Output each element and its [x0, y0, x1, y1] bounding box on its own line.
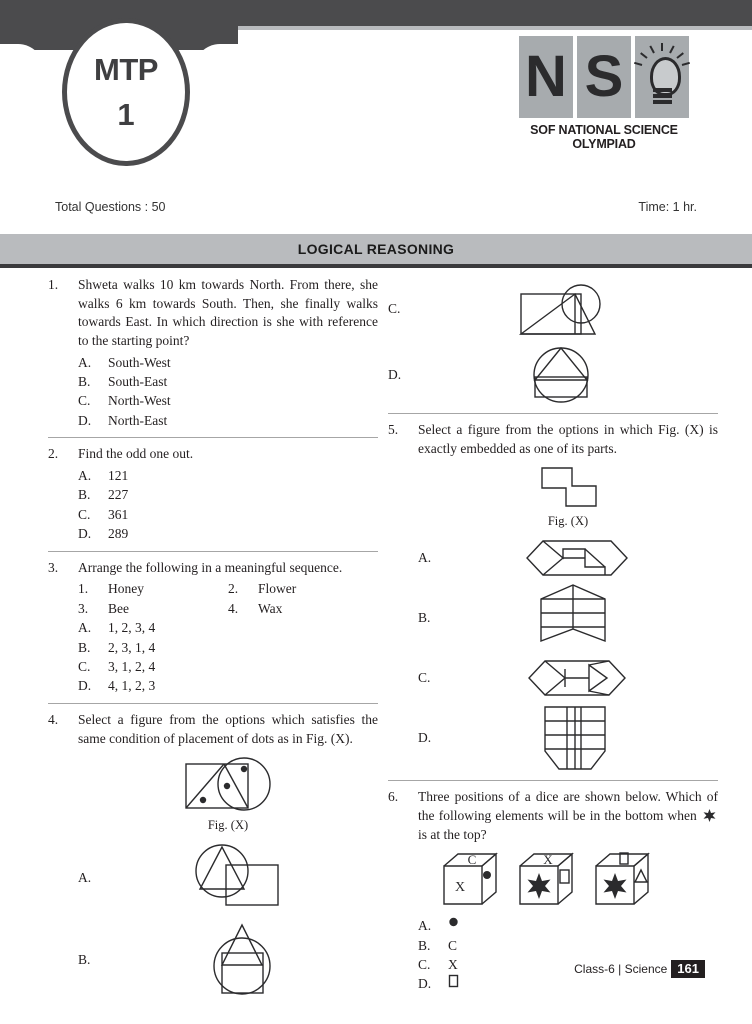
- option-c-label: 3, 1, 2, 4: [108, 659, 156, 674]
- dice-position-2: [514, 850, 578, 910]
- option-c[interactable]: [78, 391, 378, 410]
- question-2-number: 2.: [48, 446, 59, 462]
- svg-text:X: X: [543, 852, 553, 868]
- question-divider: [388, 780, 718, 781]
- question-6-number: 6.: [388, 789, 399, 805]
- nso-logo: [519, 36, 689, 156]
- zigzag-step-polygon: [528, 464, 608, 512]
- option-b-key: B.: [78, 373, 91, 389]
- sequence-item-1-key: 1.: [78, 581, 89, 597]
- question-5-option-d[interactable]: [418, 703, 718, 773]
- option-a-key: A.: [418, 918, 432, 934]
- dice-position-3: [590, 850, 654, 910]
- sequence-row: [78, 599, 378, 618]
- option-a-label: South-West: [108, 354, 171, 370]
- pentagon-grid-figure-b: [523, 583, 643, 653]
- hexagon-zigzag-figure-a: [523, 537, 643, 579]
- sequence-item-2-key: 2.: [228, 581, 239, 597]
- question-3: [48, 559, 378, 696]
- option-a-key: A.: [78, 620, 92, 636]
- dice-position-1: [438, 850, 502, 910]
- question-4-option-a[interactable]: [78, 843, 378, 913]
- option-a[interactable]: [418, 916, 718, 935]
- left-column: [48, 276, 378, 999]
- question-4-option-d[interactable]: [388, 344, 718, 406]
- section-header-bar: [0, 234, 752, 264]
- option-a[interactable]: [78, 618, 378, 637]
- svg-text:X: X: [454, 880, 466, 896]
- question-2-options: [78, 466, 378, 544]
- option-d-key: D.: [78, 526, 92, 542]
- question-3-items: [78, 579, 378, 696]
- sequence-item-4: [228, 599, 378, 618]
- option-d-label: 289: [108, 526, 129, 542]
- option-c-key: C.: [78, 393, 91, 409]
- mtp-badge-number: 1: [117, 97, 135, 132]
- question-4-text: Select a figure from the options which satisfies the same condition of placement of dots as in Fig. (X).: [78, 711, 378, 746]
- question-6-options: [418, 916, 718, 994]
- nso-letter-s: S: [577, 36, 631, 118]
- option-c-key: C.: [418, 670, 431, 686]
- option-d-key: D.: [388, 367, 402, 382]
- footer-label: Class-6 | Science: [574, 962, 668, 976]
- option-b-key: B.: [78, 639, 91, 655]
- sequence-item-1: [78, 579, 228, 598]
- option-c-label: X: [448, 957, 458, 972]
- option-b-label: South-East: [108, 373, 168, 389]
- question-6-dice-group: [418, 850, 718, 910]
- shield-grid-figure-d: [523, 703, 643, 773]
- option-b[interactable]: [78, 638, 378, 657]
- nso-caption-line1: SOF NATIONAL SCIENCE: [530, 123, 678, 137]
- question-3-number: 3.: [48, 559, 59, 575]
- sequence-item-4-label: Wax: [258, 600, 283, 616]
- page-number: 161: [671, 960, 705, 978]
- option-b-key: B.: [78, 952, 91, 968]
- option-c-label: North-West: [108, 393, 171, 409]
- option-d-key: D.: [418, 976, 432, 992]
- square-triangle-circle-figure: [503, 278, 633, 340]
- question-divider: [48, 437, 378, 438]
- option-d[interactable]: [78, 524, 378, 543]
- sequence-row: [78, 579, 378, 598]
- option-b-label: C: [448, 937, 458, 953]
- nso-logo-caption: [519, 123, 689, 151]
- option-b-label: 227: [108, 487, 129, 503]
- question-5-text: Select a figure from the options in which Fig. (X) is exactly embedded as one of its parts.: [418, 422, 718, 456]
- question-1: [48, 276, 378, 430]
- option-b[interactable]: [78, 485, 378, 504]
- mtp-badge-label: MTP: [94, 52, 158, 87]
- option-a-label: [448, 916, 718, 935]
- option-c[interactable]: [78, 505, 378, 524]
- option-b-label: 2, 3, 1, 4: [108, 639, 156, 655]
- page-footer: [0, 960, 752, 980]
- sequence-item-1-label: Honey: [108, 581, 144, 597]
- option-a[interactable]: [78, 353, 378, 372]
- question-6-text-part2: is at the top?: [418, 826, 487, 842]
- option-a-key: A.: [418, 550, 432, 566]
- dot-icon: [448, 916, 459, 927]
- hexagon-arrow-figure-c: [523, 657, 643, 699]
- option-a-key: A.: [78, 870, 92, 886]
- section-title: LOGICAL REASONING: [297, 241, 455, 257]
- option-c-key: C.: [78, 659, 91, 674]
- option-b[interactable]: [418, 936, 718, 955]
- nso-caption-line2: OLYMPIAD: [572, 137, 636, 151]
- question-1-text: Shweta walks 10 km towards North. From there, she walks 6 km towards South. Then, she finally walks towards East. In which direction is she with reference to the starting point?: [78, 277, 378, 348]
- question-5-figure-x: [418, 464, 718, 512]
- question-6-text: [418, 788, 718, 844]
- time-label: Time: 1 hr.: [638, 200, 697, 214]
- page-header: [0, 0, 752, 190]
- question-5-figure-caption: Fig. (X): [547, 514, 589, 529]
- question-5-option-b[interactable]: [418, 583, 718, 653]
- option-b[interactable]: [78, 372, 378, 391]
- question-4-continued: [388, 278, 718, 406]
- option-d-key: D.: [78, 412, 92, 428]
- nso-letter-n: N: [519, 36, 573, 118]
- option-c-label: 361: [108, 506, 129, 522]
- question-5-option-a[interactable]: [418, 537, 718, 579]
- svg-text:C: C: [467, 852, 477, 868]
- question-divider: [388, 413, 718, 414]
- option-c-key: C.: [78, 506, 91, 522]
- question-2: [48, 445, 378, 543]
- sequence-item-3-label: Bee: [108, 600, 129, 616]
- sequence-item-3-key: 3.: [78, 600, 89, 616]
- star-icon: [703, 809, 716, 822]
- option-a-key: A.: [78, 354, 92, 370]
- question-5-number: 5.: [388, 422, 399, 437]
- nso-logo-tiles: [519, 36, 689, 118]
- section-divider: [0, 264, 752, 268]
- question-4-figure-x: [78, 754, 378, 816]
- mtp-badge: [62, 18, 190, 166]
- option-b-key: B.: [418, 937, 431, 953]
- option-d-key: D.: [418, 730, 432, 746]
- question-5-option-c[interactable]: [418, 657, 718, 699]
- total-questions-label: Total Questions : 50: [55, 200, 166, 214]
- question-4-option-c[interactable]: [388, 278, 718, 340]
- question-2-text: Find the odd one out.: [78, 446, 194, 462]
- question-1-options: [78, 353, 378, 431]
- option-d[interactable]: [78, 676, 378, 695]
- option-d-key: D.: [78, 678, 92, 694]
- question-4-figure-caption: Fig. (X): [207, 818, 249, 833]
- option-a-key: A.: [78, 467, 92, 483]
- sequence-item-2-label: Flower: [258, 581, 297, 597]
- lightbulb-icon: [635, 36, 689, 118]
- dots-composite-figure: [168, 754, 288, 816]
- circle-triangle-rectangle-figure: [503, 344, 633, 406]
- option-a-label: 121: [108, 467, 129, 483]
- option-c[interactable]: [78, 657, 378, 676]
- question-4: [48, 711, 378, 999]
- option-c-key: C.: [418, 957, 431, 972]
- option-b-key: B.: [418, 610, 431, 626]
- option-b-key: B.: [78, 487, 91, 503]
- option-d-label: North-East: [108, 412, 168, 428]
- sequence-item-2: [228, 579, 378, 598]
- option-d-label: 4, 1, 2, 3: [108, 678, 156, 694]
- right-column: [388, 276, 718, 994]
- question-5: [388, 421, 718, 773]
- option-d[interactable]: [78, 411, 378, 430]
- question-4-number: 4.: [48, 711, 59, 727]
- option-c-key: C.: [388, 301, 401, 316]
- question-3-text: Arrange the following in a meaningful sequence.: [78, 559, 343, 575]
- sequence-item-3: [78, 599, 228, 618]
- question-divider: [48, 703, 378, 704]
- option-a-label: 1, 2, 3, 4: [108, 620, 156, 636]
- sequence-item-4-key: 4.: [228, 600, 239, 616]
- question-6-text-part1: Three positions of a dice are shown below. Which of the following elements will be in the bottom when: [418, 789, 718, 823]
- exam-meta-row: [0, 196, 752, 228]
- question-divider: [48, 551, 378, 552]
- circle-triangle-square-figure: [178, 843, 308, 913]
- option-a[interactable]: [78, 466, 378, 485]
- question-1-number: 1.: [48, 277, 59, 292]
